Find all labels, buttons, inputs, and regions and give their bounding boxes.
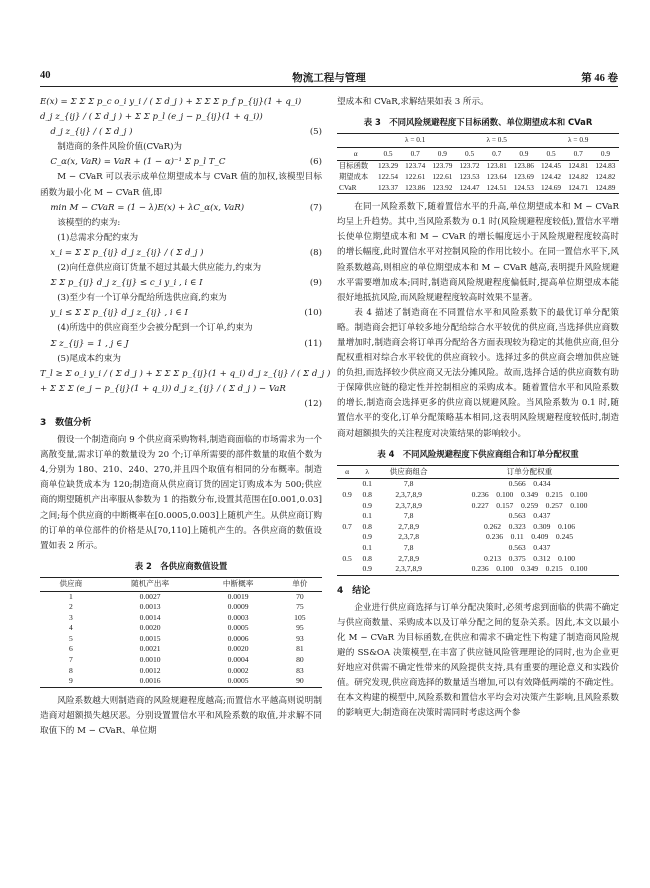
table-cell: 0.0010 <box>139 655 161 665</box>
table-corner-cell <box>337 134 374 148</box>
table-cell: 2,7,8,9 <box>398 553 420 563</box>
table-cell: 124.83 <box>595 161 616 171</box>
table-cell: 122.54 <box>377 171 399 181</box>
table-cell: 124.89 <box>592 183 619 194</box>
table-row <box>337 161 619 172</box>
paragraph: 表 4 描述了制造商在不同置信水平和风险系数下的最优订单分配策略。制造商会把订单较多地分配给综合水平较优的供应商,当选择供应商数量增加时,制造商会将订单再分配给各方面表现较为稳定的其他供应商,但分配权重相对综合水平较优的供应商较小。选择过多的供应商会增加供应链的负担,而选择较少供应商又无法分摊风险。故而,选择合适的供应商数有助于保障供应链的稳定性并控制相应的采购成本。随着置信水平和风险系数的增长,制造商会选择更多的供应商以规避风险。当风险系数为 0.1 时,随置信水平的变化,订单分配策略基本相同,这表明风险规避程度较低时,制造商对超额损失的关注程度对决策结果的影响较小。 <box>337 307 619 439</box>
paragraph: M − CVaR 可以表示成单位期望成本与 CVaR 值的加权,该模型目标函数为最小化 M − CVaR 值,即 <box>40 172 322 198</box>
table-header-cell: 随机产出率 <box>102 577 199 591</box>
table-cell: 0.8 <box>362 553 372 563</box>
table-cell: 123.29 <box>377 161 399 171</box>
table-cell: 4 <box>68 623 73 633</box>
table-header-cell: 中断概率 <box>198 577 277 591</box>
table-cell: 123.69 <box>513 171 534 181</box>
table-cell <box>337 501 357 512</box>
constraint-2: (2)向任意供应商订货量不超过其最大供应能力,约束为 <box>57 263 262 274</box>
table-cell: 123.86 <box>513 161 534 171</box>
table-cell: 123.86 <box>402 183 429 194</box>
table-cell: 124.82 <box>595 171 616 181</box>
table-cell: 83 <box>296 665 304 675</box>
table-row <box>40 623 322 634</box>
volume-label: 第 46 卷 <box>581 73 618 84</box>
table-cell: 124.47 <box>456 183 483 194</box>
equation-11: Σ z_{ij} = 1 , j ∈ J (11) <box>40 337 322 352</box>
table-3 <box>337 133 619 194</box>
left-column <box>40 95 331 739</box>
table-cell: 0.0021 <box>139 644 161 654</box>
equation-12-line-1: T_l ≥ Σ o_i y_i ∕ ( Σ d_j ) + Σ Σ Σ p_{ij}(1 + q_i) d_j z_{ij} ∕ ( Σ d_j ) <box>40 368 331 379</box>
table-header-cell: λ <box>357 465 377 479</box>
row-label: CVaR <box>337 183 374 194</box>
table-cell: 2,3,7,8,9 <box>377 564 440 575</box>
table-cell: 7,8 <box>403 542 414 552</box>
table-cell: 0.0020 <box>139 623 161 633</box>
alpha-header-cell: 0.9 <box>592 147 619 161</box>
equation-5-line-2: d_j z_{ij} ∕ ( Σ d_j ) + Σ Σ p_l (e_j − p_{ij}(1 + q_i)) <box>40 112 263 123</box>
table-header-cell: 单价 <box>278 577 322 591</box>
table-row <box>337 490 619 501</box>
equation-12-number-line <box>40 397 322 412</box>
alpha-header-cell: 0.5 <box>537 147 564 161</box>
table-row <box>40 602 322 613</box>
table-cell: 0.566 0.434 <box>508 479 551 489</box>
table-cell: 80 <box>296 655 304 665</box>
table-cell: 0.262 0.323 0.309 0.106 <box>483 521 576 531</box>
row-label: 期望成本 <box>339 171 369 181</box>
constraint-5: (5)尾成本约束为 <box>57 353 121 364</box>
constraint-1: (1)总需求分配约束为 <box>57 232 139 243</box>
table-row <box>337 532 619 543</box>
table-cell: 2,3,7,8 <box>398 532 420 542</box>
section-heading-4: 4 结论 <box>337 585 371 596</box>
table-cell: 0.563 0.437 <box>508 542 551 552</box>
table-cell: 2 <box>68 602 73 612</box>
lambda-group-header: λ = 0.9 <box>537 134 619 148</box>
table-cell: 0.0006 <box>227 633 249 643</box>
table-cell: 0.7 <box>342 521 352 531</box>
table-cell: 1 <box>68 591 73 601</box>
table-cell: 2,3,7,8,9 <box>395 489 422 499</box>
table-cell: 0.0020 <box>227 644 249 654</box>
table-row <box>337 543 619 554</box>
table-cell: 7,8 <box>403 479 414 489</box>
table-cell: 93 <box>296 633 304 643</box>
table-cell: 105 <box>294 612 306 622</box>
paragraph: 制造商的条件风险价值(CVaR)为 <box>57 142 183 153</box>
alpha-header-cell: 0.9 <box>510 147 537 161</box>
table-cell: 75 <box>296 602 304 612</box>
table-cell: 7,8 <box>403 511 414 521</box>
paragraph: 假设一个制造商向 9 个供应商采购物料,制造商面临的市场需求为一个离散变量,需求订单的数量设为 20 个;订单所需要的部件数量的取值个数为 4,分别为 180、210、240、270,并且四个取值有相同的分布概率。制造商单位缺货成本为 120;制造商从供应商订货的固定订购成本为 500;供应商的期望随机产出率服从参数为 1 的指数分布,设置其范围在[0.001,0.03]之间;每个供应商的中断概率在[0.0005,0.003]上随机产生。从供应商订购的订单的单位部件的价格是从[70,110]上随机产生的。各供应商的数值设置如表 2 所示。 <box>40 435 322 551</box>
table-row <box>337 479 619 490</box>
equation-number: (8) <box>309 247 322 258</box>
journal-title: 物流工程与管理 <box>292 73 366 84</box>
table-cell: 0.563 0.437 <box>508 511 551 521</box>
alpha-header-cell: 0.5 <box>456 147 483 161</box>
paragraph: 在同一风险系数下,随着置信水平的升高,单位期望成本和 M − CVaR 均呈上升趋势。其中,当风险系数为 0.1 时(风险规避程度较低),置信水平增长使单位期望成本和 M − CVaR 的增长幅度远小于风险规避程度较高时的增长幅度,此时置信水平对控制风险的作用比较小。在同一置信水平下,风险系数越高,则相应的单位期望成本和 M − CVaR 越高,表明提升风险规避水平需要增加成本;同时,制造商风险规避程度偏低时,提高单位期望成本能很好地抵抗风险,而风险规避程度较高时效果不显著。 <box>337 202 619 303</box>
equation-number: (10) <box>304 308 322 319</box>
constraint-3: (3)至少有一个订单分配给所选供应商,约束为 <box>57 293 227 304</box>
table-cell: 124.42 <box>541 171 562 181</box>
table-cell: 7 <box>68 655 73 665</box>
table-cell: 124.81 <box>568 161 589 171</box>
equation-number: (9) <box>309 278 322 289</box>
table-cell: 9 <box>40 676 102 687</box>
table-row <box>337 564 619 575</box>
table-cell: 0.0013 <box>139 602 161 612</box>
right-column <box>337 95 619 722</box>
table-row <box>40 613 322 624</box>
table-row <box>40 644 322 655</box>
table-row <box>337 511 619 522</box>
table-cell: 0.0003 <box>227 612 249 622</box>
equation-10: y_i ≤ Σ Σ p_{ij} d_j z_{ij} , i ∈ I (10) <box>40 306 322 321</box>
table-cell: 8 <box>68 665 73 675</box>
table-header-cell: 供应商 <box>40 577 102 591</box>
table-cell: 124.51 <box>483 183 510 194</box>
table-cell: 0.0004 <box>227 655 249 665</box>
table-cell: 122.61 <box>405 171 426 181</box>
table-cell: 0.236 0.100 0.349 0.215 0.100 <box>471 489 588 499</box>
section-heading-3: 3 数值分析 <box>40 417 92 428</box>
paragraph: 望成本和 CVaR,求解结果如表 3 所示。 <box>337 97 489 107</box>
table-header-cell: 供应商组合 <box>377 465 440 479</box>
table-cell <box>337 511 357 522</box>
table-2-caption: 表 2 各供应商数值设置 <box>134 560 228 571</box>
alpha-header-cell: 0.5 <box>374 147 401 161</box>
constraint-4: (4)所选中的供应商至少会被分配到一个订单,约束为 <box>57 323 253 334</box>
equation-number: (6) <box>309 157 322 168</box>
table-cell: 70 <box>296 591 304 601</box>
table-cell: 123.79 <box>432 161 453 171</box>
table-cell: 0.5 <box>342 553 352 563</box>
table-cell: 0.227 0.157 0.259 0.257 0.100 <box>471 500 588 510</box>
row-label: 目标函数 <box>339 161 369 171</box>
table-cell <box>337 543 357 554</box>
table-cell: 5 <box>68 633 73 643</box>
table-cell: 0.1 <box>362 542 372 552</box>
header-rule <box>40 86 618 87</box>
table-cell: 0.9 <box>362 532 372 542</box>
table-cell: 124.45 <box>541 161 562 171</box>
lambda-group-header: λ = 0.5 <box>456 134 538 148</box>
page-number: 40 <box>40 70 51 81</box>
table-cell: 0.0002 <box>227 665 249 675</box>
table-cell: 0.236 0.100 0.349 0.215 0.100 <box>440 564 619 575</box>
table-cell: 123.53 <box>459 171 480 181</box>
table-row <box>40 591 322 602</box>
table-cell: 0.1 <box>362 479 372 489</box>
table-cell: 0.0016 <box>102 676 199 687</box>
table-cell: 3 <box>68 612 73 622</box>
paragraph: 企业进行供应商选择与订单分配决策时,必须考虑到面临的供需不确定与供应商数量、采购成本以及订单分配之间的复杂关系。因此,本文以最小化 M − CVaR 为目标函数,在供应和需求不确定性下构建了制造商风险规避的 SS&OA 决策模型,在丰富了供应链风险管理理论的同时,也为企业更好地应对供需不确定性带来的风险提供支持,具有重要的理论意义和实践价值。研究发现,供应商选择的数量适当增加,可以有效降低两端的不确定性。在本文构建的模型中,风险系数和置信水平均会对决策产生影响,且风险系数的影响更大;制造商在决策时需同时考虑这两个参 <box>337 602 619 719</box>
table-cell: 90 <box>278 676 322 687</box>
table-cell: 124.82 <box>568 171 589 181</box>
table-cell: 123.64 <box>486 171 507 181</box>
table-cell: 0.0005 <box>198 676 277 687</box>
table-cell: 123.92 <box>429 183 456 194</box>
equation-6: C_α(x, VaR) = VaR + (1 − α)⁻¹ Σ p_l T_C (6) <box>40 155 322 170</box>
table-2 <box>40 577 322 688</box>
equation-number: (12) <box>304 398 322 409</box>
table-header-cell: α <box>337 465 357 479</box>
table-cell <box>337 532 357 543</box>
table-cell: 0.9 <box>362 500 372 510</box>
paragraph: 该模型的约束为: <box>57 217 121 228</box>
equation-number: (7) <box>309 202 322 213</box>
table-cell <box>337 564 357 575</box>
table-row <box>337 183 619 194</box>
table-cell: 0.0019 <box>227 591 249 601</box>
table-cell: 124.69 <box>537 183 564 194</box>
alpha-label: α <box>337 147 374 161</box>
equation-5-line-3: d_j z_{ij} ∕ ( Σ d_j ) (5) <box>40 125 322 140</box>
table-cell: 124.71 <box>565 183 592 194</box>
paragraph: 风险系数越大则制造商的风险规避程度越高;而置信水平越高则说明制造商对超额损失越厌恶。分别设置置信水平和风险系数的取值,并求解不同取值下的 M − CVaR、单位期 <box>40 695 322 737</box>
table-cell: 0.9 <box>342 489 352 499</box>
table-cell: 2,7,8,9 <box>398 521 420 531</box>
table-cell: 123.37 <box>374 183 401 194</box>
table-cell: 123.74 <box>405 161 426 171</box>
table-row <box>40 666 322 677</box>
table-row <box>337 172 619 183</box>
table-cell: 0.0027 <box>139 591 161 601</box>
table-cell: 0.1 <box>362 511 372 521</box>
alpha-header-cell: 0.7 <box>565 147 592 161</box>
page-header <box>40 70 618 84</box>
table-cell: 124.53 <box>510 183 537 194</box>
alpha-header-cell: 0.7 <box>483 147 510 161</box>
equation-12-line-2: + Σ Σ Σ (e_j − p_{ij}(1 + q_i)) d_j z_{ij} ∕ ( Σ d_j ) − VaR <box>40 383 286 394</box>
table-cell <box>337 479 357 490</box>
equation-5-line-1: E(x) = Σ Σ Σ p_c o_i y_i ∕ ( Σ d_j ) + Σ Σ Σ p_f p_{ij}(1 + q_i) <box>40 97 302 107</box>
alpha-header-cell: 0.9 <box>429 147 456 161</box>
table-row <box>40 676 322 687</box>
equation-8: x_i = Σ Σ p_{ij} d_j z_{ij} ∕ ( Σ d_j ) (8) <box>40 246 322 261</box>
table-cell: 123.72 <box>459 161 480 171</box>
table-row <box>40 634 322 645</box>
table-row <box>337 501 619 512</box>
table-cell: 0.8 <box>362 521 372 531</box>
table-cell: 0.8 <box>362 489 372 499</box>
table-4-caption: 表 4 不同风险规避程度下供应商组合和订单分配权重 <box>377 448 579 459</box>
lambda-group-header: λ = 0.1 <box>374 134 456 148</box>
equation-9: Σ Σ p_{ij} d_j z_{ij} ≤ c_i y_i , i ∈ I (9) <box>40 276 322 291</box>
table-cell: 0.0005 <box>227 623 249 633</box>
equation-number: (5) <box>309 127 322 138</box>
table-cell: 0.236 0.11 0.409 0.245 <box>485 532 574 542</box>
table-row <box>40 655 322 666</box>
table-header-cell: 订单分配权重 <box>440 465 619 479</box>
table-cell: 0.0009 <box>227 602 249 612</box>
table-cell: 122.61 <box>432 171 453 181</box>
table-cell: 81 <box>296 644 304 654</box>
equation-number: (11) <box>304 338 322 349</box>
table-cell: 0.213 0.375 0.312 0.100 <box>483 553 576 563</box>
table-3-caption: 表 3 不同风险规避程度下目标函数、单位期望成本和 CVaR <box>363 117 593 128</box>
table-row <box>337 522 619 533</box>
table-4 <box>337 465 619 576</box>
table-cell: 6 <box>68 644 73 654</box>
table-cell: 123.81 <box>486 161 507 171</box>
table-row <box>337 554 619 565</box>
table-cell: 0.0014 <box>139 612 161 622</box>
alpha-header-cell: 0.7 <box>402 147 429 161</box>
table-cell: 95 <box>296 623 304 633</box>
table-cell: 0.9 <box>357 564 377 575</box>
table-cell: 2,3,7,8,9 <box>395 500 422 510</box>
table-cell: 0.0015 <box>139 633 161 643</box>
table-cell: 0.0012 <box>139 665 161 675</box>
equation-7: min M − CVaR = (1 − λ)E(x) + λC_α(x, VaR) (7) <box>40 201 322 216</box>
